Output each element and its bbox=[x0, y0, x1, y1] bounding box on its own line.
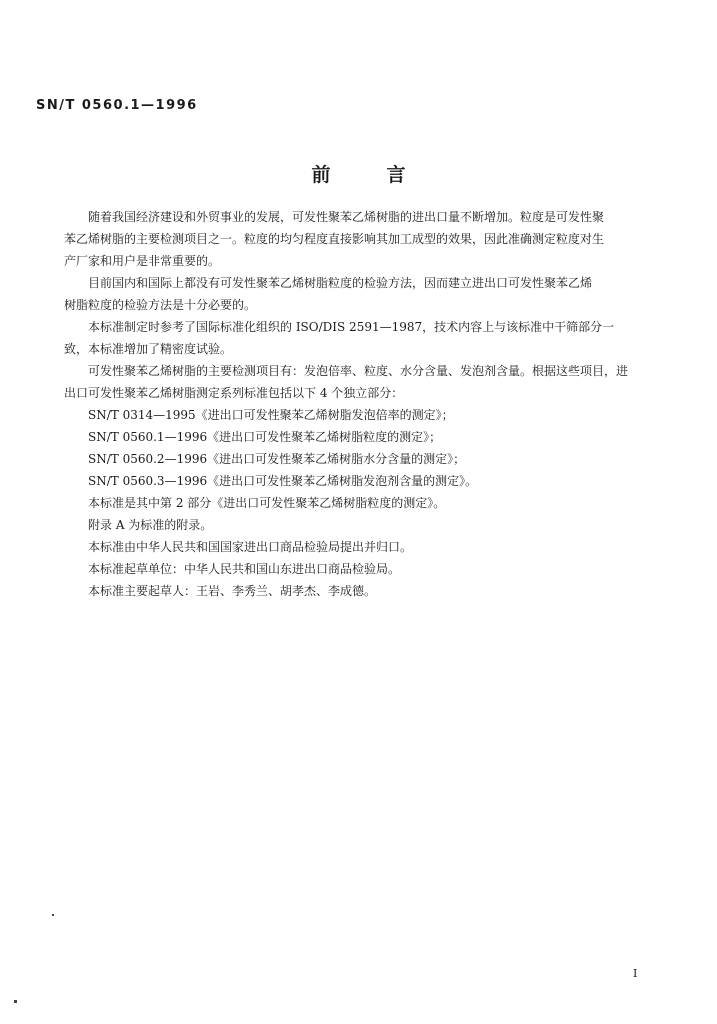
text-line: 本标准制定时参考了国际标准化组织的 ISO/DIS 2591—1987，技术内容上与该标准中干筛部分一 bbox=[88, 320, 615, 334]
title-char-2: 言 bbox=[386, 164, 406, 186]
text-line: 目前国内和国际上都没有可发性聚苯乙烯树脂粒度的检验方法，因而建立进出口可发性聚苯乙烯 bbox=[88, 276, 593, 290]
text-line: 产厂家和用户是非常重要的。 bbox=[64, 254, 221, 268]
standard-list-item: SN/T 0560.1—1996《进出口可发性聚苯乙烯树脂粒度的测定》； bbox=[88, 430, 442, 444]
standard-list-item: SN/T 0314—1995《进出口可发性聚苯乙烯树脂发泡倍率的测定》； bbox=[88, 408, 454, 422]
text-line: 本标准由中华人民共和国国家进出口商品检验局提出并归口。 bbox=[88, 540, 413, 554]
text-line: 附录 A 为标准的附录。 bbox=[88, 518, 213, 532]
text-line: 本标准主要起草人：王岩、李秀兰、胡孝杰、李成德。 bbox=[88, 584, 377, 598]
page-title bbox=[0, 160, 717, 187]
standard-code: SN/T 0560.1—1996 bbox=[36, 98, 198, 113]
text-line: 苯乙烯树脂的主要检测项目之一。粒度的均匀程度直接影响其加工成型的效果，因此准确测定粒度对生 bbox=[64, 232, 605, 246]
page-number: I bbox=[633, 967, 638, 980]
text-line: 可发性聚苯乙烯树脂的主要检测项目有：发泡倍率、粒度、水分含量、发泡剂含量。根据这些项目，进 bbox=[88, 364, 629, 378]
scan-speck bbox=[14, 1000, 17, 1003]
text-line: 随着我国经济建设和外贸事业的发展，可发性聚苯乙烯树脂的进出口量不断增加。粒度是可发性聚 bbox=[88, 210, 605, 224]
text-line: 出口可发性聚苯乙烯树脂测定系列标准包括以下 4 个独立部分： bbox=[64, 386, 404, 400]
text-line: 致，本标准增加了精密度试验。 bbox=[64, 342, 233, 356]
text-line: 树脂粒度的检验方法是十分必要的。 bbox=[64, 298, 257, 312]
text-line: 本标准起草单位：中华人民共和国山东进出口商品检验局。 bbox=[88, 562, 401, 576]
standard-list-item: SN/T 0560.2—1996《进出口可发性聚苯乙烯树脂水分含量的测定》； bbox=[88, 452, 466, 466]
title-char-1: 前 bbox=[311, 164, 331, 186]
scan-speck bbox=[52, 914, 54, 916]
foreword-body bbox=[64, 206, 684, 602]
text-line: 本标准是其中第 2 部分《进出口可发性聚苯乙烯树脂粒度的测定》。 bbox=[88, 496, 446, 510]
standard-list-item: SN/T 0560.3—1996《进出口可发性聚苯乙烯树脂发泡剂含量的测定》。 bbox=[88, 474, 478, 488]
